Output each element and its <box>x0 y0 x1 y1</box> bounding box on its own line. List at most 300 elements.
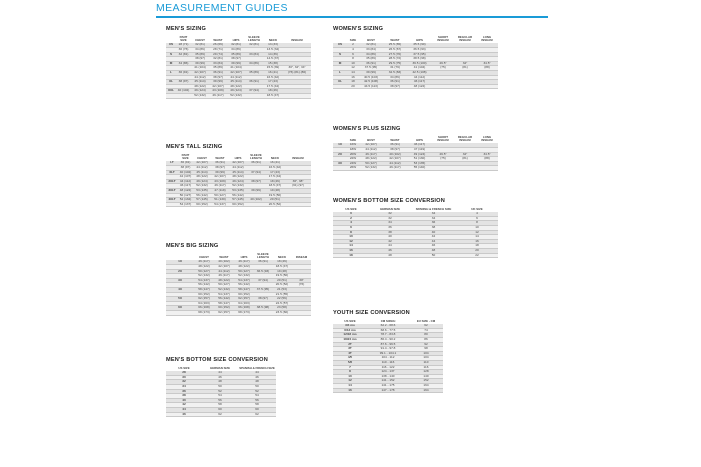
table-row <box>333 253 498 258</box>
table-cell: 104 <box>409 356 443 361</box>
column-header: SLEEVE LENGTH <box>250 153 262 161</box>
table-cell: 52 (132) <box>191 93 209 98</box>
table-cell: 6 <box>456 216 498 221</box>
table-cell: 36", 38" <box>285 179 311 184</box>
table-cell: 2T <box>333 342 367 347</box>
table-cell: 30 <box>166 375 202 380</box>
table-cell: M <box>333 61 347 66</box>
table-cell: 34 (86) <box>227 48 245 53</box>
table-cell: L <box>166 70 176 75</box>
table-cell: 52 (132) <box>359 166 383 171</box>
table-cell: 44 (112) <box>227 75 245 80</box>
table-cell: 14.5 (37) <box>263 57 283 62</box>
table-cell: XLT <box>166 170 178 175</box>
size-table <box>166 36 311 99</box>
table-cell: 36 <box>411 221 456 226</box>
table-cell: 22.5 (57) <box>272 301 292 306</box>
table-cell: 58 (147) <box>194 287 214 292</box>
table-cell: 7 <box>333 365 367 370</box>
column-header: CHEST <box>197 156 207 161</box>
column-header: BUST <box>367 38 375 43</box>
womens-plus-sizing-section <box>333 126 498 171</box>
table-cell <box>476 84 498 89</box>
column-header: HIPS <box>234 156 242 161</box>
section-title: MEN'S SIZING <box>166 26 207 32</box>
table-cell: 4 <box>347 48 359 53</box>
table-cell: 34.5" <box>476 152 498 157</box>
column-header: US SIZE <box>345 207 357 211</box>
table-cell <box>292 310 311 315</box>
table-cell: 40 <box>411 230 456 235</box>
table-cell: 36 (91) <box>359 61 383 66</box>
table-cell: 50 <box>411 253 456 258</box>
table-cell: 38 (97) <box>254 297 272 302</box>
table-cell: 42 (107) <box>211 175 229 180</box>
table-cell: 38 <box>411 225 456 230</box>
table-cell: 42 (107) <box>229 161 247 165</box>
table-cell: 57 (145) <box>229 198 247 203</box>
column-header: UK SIZE <box>471 207 483 211</box>
table-cell: 14 <box>333 244 369 249</box>
table-cell: 38.5 (98) <box>254 306 272 311</box>
table-cell: 56 (142) <box>234 283 254 288</box>
table-cell: 44 <box>202 371 238 375</box>
column-header: WAIST <box>215 156 225 161</box>
table-cell: 58 (147) <box>234 287 254 292</box>
table-cell: 57 (145) <box>193 198 211 203</box>
table-cell: 50 <box>202 384 238 389</box>
table-cell: 86.4 - 90.2 <box>367 337 409 342</box>
table-cell: 6X <box>166 306 194 311</box>
table-cell: 3T <box>333 347 367 352</box>
table-cell: 32" <box>454 61 476 66</box>
table-cell: 5/6 <box>333 360 367 365</box>
column-header: BUST <box>367 138 375 143</box>
column-header: REGULAR INSEAM <box>457 35 473 43</box>
table-cell: 8 <box>333 370 367 375</box>
table-cell: 46 <box>411 244 456 249</box>
table-cell: 36.5 (93) <box>254 269 272 274</box>
table-cell: (76) <box>292 283 311 288</box>
table-cell: 52 <box>238 389 276 394</box>
table-cell: 3/4 mo <box>333 324 367 328</box>
table-cell: 5X <box>166 297 194 302</box>
table-cell: 68 (173) <box>194 310 214 315</box>
column-header: SPANISH & FRENCH SIZE <box>239 366 275 370</box>
table-cell: 74 <box>409 328 443 333</box>
table-cell: 80 <box>409 333 443 338</box>
table-cell: (88) <box>476 157 498 162</box>
table-cell: 19.5 (50) <box>272 274 292 279</box>
table-cell: 29.5 (75) <box>383 61 407 66</box>
table-cell: 48 (122) <box>194 265 214 270</box>
table-cell: 14 <box>333 383 367 388</box>
table-cell: 44 (112) <box>193 166 211 171</box>
table-cell: 50 (127) <box>214 283 234 288</box>
size-table <box>166 367 276 417</box>
womens-bottom-conversion-section <box>333 198 498 258</box>
table-row <box>166 93 311 98</box>
size-table <box>166 253 311 316</box>
column-header: INSEAM <box>291 38 303 43</box>
table-cell: 23.5 (60) <box>272 310 292 315</box>
table-cell: 35 (89) <box>227 52 245 57</box>
table-cell: 39 (99) <box>359 70 383 75</box>
table-cell: 46 <box>202 375 238 380</box>
table-cell: 37.5 (95) <box>407 52 432 57</box>
column-header: CHEST <box>199 255 209 260</box>
table-cell: 64 (163) <box>234 301 254 306</box>
table-cell: 38 (97) <box>247 179 265 184</box>
table-cell: 62 (157) <box>194 297 214 302</box>
table-cell: 36 (91) <box>383 80 407 85</box>
table-cell: 110 <box>409 360 443 365</box>
table-cell: 8 <box>347 57 359 62</box>
table-cell: 34 <box>369 221 411 226</box>
mens-bottom-conversion-section <box>166 357 276 417</box>
column-header: GERMAN SIZE <box>379 207 401 211</box>
table-cell: 36 (91) <box>245 80 263 85</box>
table-cell: 56 (142) <box>214 297 234 302</box>
table-cell: 44 <box>369 244 411 249</box>
table-cell: (76) (81) (86) <box>283 70 311 75</box>
table-cell: 45 (114) <box>229 170 247 175</box>
table-cell: 36 <box>166 389 202 394</box>
table-cell: 147 - 178 <box>367 388 409 393</box>
table-cell: 36 (91) <box>209 70 227 75</box>
title-divider <box>156 16 548 18</box>
table-cell: 34 (86) <box>176 61 191 66</box>
table-cell: 18 <box>456 244 498 249</box>
table-cell: 48 (122) <box>227 84 245 89</box>
table-cell: 37 (94) <box>254 278 272 283</box>
table-cell: 26W <box>347 166 359 171</box>
size-table <box>333 136 498 171</box>
table-cell: 35 (89) <box>209 66 227 71</box>
mens-big-sizing-section <box>166 243 311 316</box>
table-cell: 16 <box>347 75 359 80</box>
table-cell: 17.5 (44) <box>263 84 283 89</box>
table-cell <box>166 202 178 207</box>
table-cell: 55 (140) <box>407 166 432 171</box>
table-cell: 48 (122) <box>359 157 383 162</box>
table-cell: 54 (137) <box>211 202 229 207</box>
table-cell: 58 <box>238 403 276 408</box>
table-cell: 33 (84) <box>209 61 227 66</box>
table-cell: 42 (107) <box>214 265 234 270</box>
table-cell: 40 (102) <box>214 260 234 264</box>
table-cell: 68.6 - 77.5 <box>367 328 409 333</box>
table-cell <box>283 93 311 98</box>
table-cell: 42 (107) <box>179 174 192 179</box>
table-cell: 12 <box>333 379 367 384</box>
table-cell: 4X <box>166 287 194 292</box>
table-cell: 39 (99) <box>211 170 229 175</box>
table-cell: 18 (46) <box>265 179 285 184</box>
table-row <box>166 202 311 207</box>
section-title: MEN'S TALL SIZING <box>166 144 223 150</box>
table-cell: 48 (122) <box>234 265 254 270</box>
table-cell: 40 <box>369 235 411 240</box>
table-cell: 42 (107) <box>383 157 407 162</box>
table-cell: 38.5 (98) <box>407 57 432 62</box>
table-cell: 60 (152) <box>193 202 211 207</box>
table-cell: 16 <box>333 248 369 253</box>
table-cell: 34 <box>411 212 456 216</box>
table-cell: 41 (104) <box>191 66 209 71</box>
table-cell: 45 (114) <box>227 80 245 85</box>
table-cell: 40 (102) <box>383 152 407 157</box>
table-cell: 42 (107) <box>227 70 245 75</box>
table-cell: 48 <box>202 380 238 385</box>
table-cell: 20.5 (52) <box>265 202 285 207</box>
table-cell: 37.5 (95) <box>254 287 272 292</box>
table-cell: 36 (91) <box>211 161 229 165</box>
table-cell: 44 (112) <box>407 75 432 80</box>
table-cell: 21.5 (55) <box>272 292 292 297</box>
column-header: HIPS <box>416 138 423 143</box>
table-cell: 8 <box>456 221 498 226</box>
table-cell: 52 (132) <box>179 197 192 202</box>
table-cell: 28 (71) <box>209 48 227 53</box>
table-cell: 42.5 (108) <box>407 70 432 75</box>
column-header: PANT SIZE <box>181 153 190 161</box>
table-cell: 4 <box>333 221 369 226</box>
table-cell: 23 (58) <box>272 306 292 311</box>
table-cell: 116 - 122 <box>367 365 409 370</box>
column-header: NECK <box>277 255 287 260</box>
table-cell: 20 (51) <box>265 198 285 203</box>
table-cell: 38 (97) <box>176 80 191 85</box>
table-cell: 14 <box>456 235 498 240</box>
table-cell: 54 <box>238 394 276 399</box>
table-cell: 37 (94) <box>247 170 265 175</box>
table-cell: 58 (147) <box>214 301 234 306</box>
table-cell: 35 (89) <box>245 70 263 75</box>
table-cell: 36.5 (93) <box>407 48 432 53</box>
table-cell: 34 <box>166 384 202 389</box>
table-cell: 18/24 mo <box>333 337 367 342</box>
table-cell: 18.5 (47) <box>265 184 285 189</box>
table-cell: L <box>333 70 347 75</box>
table-cell: 98 <box>409 347 443 352</box>
table-cell: 44.5 (113) <box>359 84 383 89</box>
size-table <box>333 208 498 258</box>
table-cell: 32 (81) <box>176 52 191 57</box>
table-cell <box>432 84 454 89</box>
table-cell: 3XLT <box>166 188 178 193</box>
table-cell: 34 (86) <box>359 52 383 57</box>
table-cell: 46 (117) <box>359 152 383 157</box>
table-cell: 32 (81) <box>227 43 245 47</box>
page-title: MEASUREMENT GUIDES <box>156 2 288 14</box>
table-cell: 52 (132) <box>227 93 245 98</box>
table-cell: 1X <box>166 260 194 264</box>
table-cell: 6/12 mo <box>333 328 367 333</box>
table-cell: 140 <box>409 374 443 379</box>
table-cell: 20.5 (52) <box>272 283 292 288</box>
table-cell: 54 <box>202 394 238 399</box>
section-title: YOUTH SIZE CONVERSION <box>333 310 410 316</box>
table-cell: 20W <box>347 152 359 157</box>
column-header: HIPS <box>240 255 248 260</box>
table-cell: 54 (137) <box>214 292 234 297</box>
table-cell: 2 <box>333 216 369 221</box>
womens-sizing-section <box>333 26 498 89</box>
table-cell: 48 (122) <box>407 84 432 89</box>
table-cell: 29.5" <box>432 152 454 157</box>
table-cell: 43 (109) <box>209 89 227 94</box>
table-cell: 56 <box>202 398 238 403</box>
table-cell: 60 <box>238 407 276 412</box>
table-cell: 38 (97) <box>209 75 227 80</box>
table-cell: 44 <box>411 239 456 244</box>
table-cell: 78.7 - 83.8 <box>367 333 409 338</box>
table-cell: 36 (91) <box>247 161 265 165</box>
table-cell: 64 (163) <box>194 301 214 306</box>
table-row <box>333 388 443 393</box>
table-cell: 36 <box>369 225 411 230</box>
table-cell: 17 (43) <box>263 80 283 85</box>
table-cell: 53 (135) <box>193 188 211 193</box>
table-cell: (81) <box>454 157 476 162</box>
table-cell: 49 (124) <box>193 179 211 184</box>
column-header: REGULAR INSEAM <box>457 135 473 143</box>
table-cell: 12 <box>347 66 359 71</box>
table-cell: 68 (173) <box>234 310 254 315</box>
column-header: WAIST <box>390 138 400 143</box>
table-cell: 44 (112) <box>229 166 247 171</box>
table-cell: 60 (152) <box>234 292 254 297</box>
table-cell: 20 <box>456 248 498 253</box>
table-cell: 56 <box>238 398 276 403</box>
table-cell: 141 - 175 <box>367 383 409 388</box>
table-cell: 48 (122) <box>193 175 211 180</box>
section-title: WOMEN'S PLUS SIZING <box>333 126 401 132</box>
table-cell: 4XLT <box>166 198 178 203</box>
table-cell: 35.5 (90) <box>407 43 432 47</box>
table-cell <box>166 93 176 98</box>
table-cell: 35 (89) <box>359 57 383 62</box>
table-cell: 20 <box>347 84 359 89</box>
table-cell: 62 (157) <box>234 297 254 302</box>
table-cell: 110 - 116 <box>367 360 409 365</box>
column-header: SIZE <box>349 138 357 143</box>
table-row <box>166 412 276 417</box>
table-cell: 42 (107) <box>191 70 209 75</box>
table-cell: 31 (79) <box>383 66 407 71</box>
table-cell: 22 (56) <box>272 297 292 302</box>
table-cell: 38 <box>369 230 411 235</box>
table-cell: 60 (152) <box>194 292 214 297</box>
table-cell: 16 (41) <box>265 161 285 165</box>
table-cell: 116 <box>409 365 443 370</box>
table-cell: 48 (122) <box>179 187 192 192</box>
table-cell: 51 (130) <box>407 157 432 162</box>
table-cell: 2XLT <box>166 179 178 184</box>
table-cell: 3X <box>333 161 347 166</box>
column-header: NECK <box>270 156 280 161</box>
table-cell: 26.5 (67) <box>383 48 407 53</box>
table-cell: 60 <box>202 407 238 412</box>
table-cell: 17 (43) <box>265 170 285 175</box>
table-cell: 44 (112) <box>359 148 383 153</box>
table-cell: 39 (99) <box>247 188 265 193</box>
table-cell: 13 (33) <box>263 43 283 47</box>
table-cell: 29.5" <box>432 61 454 66</box>
youth-conversion-section <box>333 310 443 393</box>
table-cell: 8 <box>333 230 369 235</box>
table-cell: 32.5 (83) <box>383 70 407 75</box>
table-cell: 33 (84) <box>359 48 383 53</box>
table-cell: 44 (112) <box>191 75 209 80</box>
table-cell: 152 <box>409 379 443 384</box>
table-cell: 14 (36) <box>263 52 283 57</box>
column-header: US SIZE <box>344 319 356 323</box>
table-cell: 10 <box>333 374 367 379</box>
table-cell: M <box>166 61 176 66</box>
table-cell: 53 (135) <box>407 161 432 166</box>
table-cell: 53 (135) <box>229 188 247 193</box>
table-cell: 56 (142) <box>193 193 211 198</box>
table-cell: S <box>333 52 347 57</box>
column-header: INSEAM <box>295 255 308 260</box>
table-cell: XL <box>333 80 347 85</box>
table-cell: 44 (112) <box>214 269 234 274</box>
table-cell: 40 <box>166 398 202 403</box>
table-cell: 46 <box>166 412 202 417</box>
table-cell: 18 (46) <box>272 260 292 264</box>
table-cell: 50 <box>238 384 276 389</box>
table-cell: 46 (117) <box>234 260 254 264</box>
table-cell: 18.5 (47) <box>263 93 283 98</box>
table-cell: 38 (97) <box>211 166 229 171</box>
table-cell: 91.4 - 97.8 <box>367 347 409 352</box>
table-cell: 42 (107) <box>209 84 227 89</box>
table-cell: 42 <box>166 403 202 408</box>
column-header: WAIST <box>213 38 223 43</box>
table-cell: 50 (127) <box>211 193 229 198</box>
size-table <box>333 36 498 89</box>
table-cell: 52 (132) <box>193 184 211 189</box>
table-cell: 58 <box>202 403 238 408</box>
column-header: SIZE <box>349 38 357 43</box>
table-cell: 62 (157) <box>214 310 234 315</box>
table-cell: (88) <box>476 66 498 71</box>
table-cell <box>247 202 265 207</box>
table-cell: 141 - 152 <box>367 379 409 384</box>
table-cell: 66 (168) <box>194 306 214 311</box>
table-cell: (75) <box>432 66 454 71</box>
table-cell: (81) <box>454 66 476 71</box>
table-cell: 48 <box>411 248 456 253</box>
column-header: HIPS <box>232 38 240 43</box>
table-cell: 46 <box>369 248 411 253</box>
table-cell: 10 <box>347 61 359 66</box>
table-cell <box>166 310 194 315</box>
table-cell: 164 <box>409 388 443 393</box>
column-header: SLEEVE LENGTH <box>248 35 260 43</box>
mens-tall-sizing-section <box>166 144 311 207</box>
table-cell: 32 <box>369 212 411 216</box>
table-row <box>333 166 498 171</box>
table-cell: 29 (74) <box>209 52 227 57</box>
table-cell: 16 (41) <box>263 70 283 75</box>
table-cell: 62 <box>409 324 443 328</box>
table-cell: 32 (81) <box>245 43 263 47</box>
table-cell: 6 <box>347 52 359 57</box>
table-cell: 15 (38) <box>263 61 283 66</box>
